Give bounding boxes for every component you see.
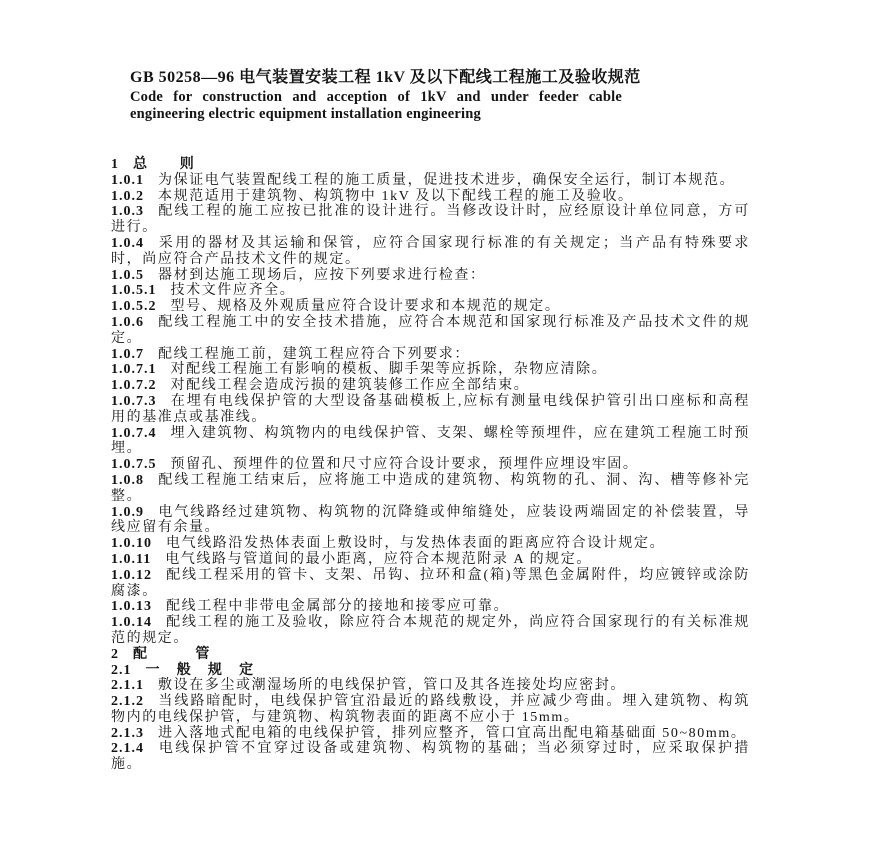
clause-paragraph [111,236,750,268]
clause-number: 1.0.7.3 [111,393,157,409]
heading-text: 一 般 规 定 [145,662,255,678]
clause-number: 1.0.2 [111,188,144,204]
clause-text: 型号、规格及外观质量应符合设计要求和本规范的规定。 [170,299,561,315]
clause-paragraph [111,173,750,189]
clause-text: 电气线路经过建筑物、构筑物的沉降缝或伸缩缝处，应装设两端固定的补偿装置，导线应留有余量。 [111,504,750,536]
clause-paragraph [111,283,750,299]
clause-paragraph [111,678,750,694]
clause-number: 1.0.7 [111,346,144,362]
clause-number: 1.0.5 [111,267,144,283]
clause-number: 1.0.3 [111,204,144,220]
clause-number: 1.0.5.1 [111,283,157,299]
heading-text: 总 则 [133,157,196,172]
clause-text: 敷设在多尘或潮湿场所的电线保护管，管口及其各连接处均应密封。 [158,678,626,694]
section-heading [111,663,750,679]
clause-text: 配线工程施工中的安全技术措施，应符合本规范和国家现行标准及产品技术文件的规定。 [111,314,750,346]
clause-number: 1.0.8 [111,472,144,488]
clause-text: 埋入建筑物、构筑物内的电线保护管、支架、螺栓等预埋件，应在建筑工程施工时预埋。 [111,425,750,457]
clause-paragraph [111,536,750,552]
clause-number: 1.0.7.1 [111,362,157,378]
section-heading [111,157,750,173]
clause-text: 技术文件应齐全。 [170,283,296,299]
clause-number: 1.0.9 [111,504,144,520]
clause-text: 进入落地式配电箱的电线保护管，排列应整齐，管口宜高出配电箱基础面 50~80mm。 [158,725,747,741]
clause-text: 配线工程施工前，建筑工程应符合下列要求： [158,346,470,362]
clause-number: 1 [111,157,119,172]
clause-number: 1.0.10 [111,536,152,552]
clause-paragraph [111,378,750,394]
clause-text: 在埋有电线保护管的大型设备基础模板上,应标有测量电线保护管引出口座标和高程用的基准点或基准线。 [111,393,750,425]
clause-number: 1.0.7.2 [111,378,157,394]
clause-text: 采用的器材及其运输和保管，应符合国家现行标准的有关规定；当产品有特殊要求时，尚应符合产品技术文件的规定。 [111,235,750,267]
clause-paragraph [111,204,750,236]
clause-paragraph [111,394,750,426]
clause-text: 对配线工程施工有影响的模板、脚手架等应拆除，杂物应清除。 [170,362,608,378]
clause-paragraph [111,615,750,647]
clause-paragraph [111,552,750,568]
clause-text: 当线路暗配时，电线保护管宜沿最近的路线敷设，并应减少弯曲。埋入建筑物、构筑物内的电线保护管，与建筑物、构筑物表面的距离不应小于 15mm。 [111,694,750,725]
clause-paragraph [111,315,750,347]
clause-paragraph [111,568,750,600]
clause-text: 器材到达施工现场后，应按下列要求进行检查： [158,267,486,283]
clause-paragraph [111,299,750,315]
clause-number: 1.0.6 [111,314,144,330]
clause-paragraph [111,726,750,742]
clause-text: 电气线路沿发热体表面上敷设时，与发热体表面的距离应符合设计规定。 [166,536,666,552]
clause-paragraph [111,694,750,726]
clause-text: 本规范适用于建筑物、构筑物中 1kV 及以下配线工程的施工及验收。 [158,188,634,204]
standard-title-en-line2: engineering electric equipment installation engineering [130,106,481,122]
clause-number: 2.1.2 [111,694,144,710]
clause-number: 2.1.1 [111,678,144,694]
standard-title-zh: GB 50258—96 电气装置安装工程 1kV 及以下配线工程施工及验收规范 [130,69,641,86]
clause-number: 1.0.12 [111,567,152,583]
heading-text: 配 管 [133,646,211,662]
clause-number: 1.0.5.2 [111,299,157,315]
clause-number: 1.0.4 [111,235,144,251]
clause-number: 2.1.3 [111,725,144,741]
clause-paragraph [111,347,750,363]
clause-paragraph [111,741,750,773]
clause-text: 配线工程的施工应按已批准的设计进行。当修改设计时，应经原设计单位同意，方可进行。 [111,204,750,236]
clause-number: 2 [111,646,119,662]
clause-number: 1.0.7.5 [111,457,157,473]
clause-number: 1.0.14 [111,615,152,631]
clause-text: 配线工程中非带电金属部分的接地和接零应可靠。 [166,599,510,615]
clause-paragraph [111,268,750,284]
clause-number: 1.0.13 [111,599,152,615]
clause-number: 2.1.4 [111,741,144,757]
clause-number: 1.0.1 [111,172,144,188]
standard-title-en-line1: Code for construction and acception of 1kV and under feeder cable [130,89,622,105]
clause-paragraph [111,457,750,473]
clause-paragraph [111,426,750,458]
clause-text: 配线工程的施工及验收，除应符合本规范的规定外，尚应符合国家现行的有关标准规范的规定。 [111,615,750,646]
clause-number: 1.0.11 [111,551,152,567]
clause-text: 配线工程采用的管卡、支架、吊钩、拉环和盒(箱)等黑色金属附件，均应镀锌或涂防腐漆。 [111,567,750,599]
clause-text: 为保证电气装置配线工程的施工质量，促进技术进步，确保安全运行，制订本规范。 [158,172,736,188]
clause-paragraph [111,189,750,205]
document-body [111,157,750,773]
clause-paragraph [111,473,750,505]
clause-paragraph [111,505,750,537]
clause-paragraph [111,599,750,615]
clause-text: 电线保护管不宜穿过设备或建筑物、构筑物的基础；当必须穿过时，应采取保护措施。 [111,741,750,773]
clause-text: 预留孔、预埋件的位置和尺寸应符合设计要求，预埋件应埋设牢固。 [170,457,639,473]
clause-paragraph [111,362,750,378]
clause-number: 2.1 [111,662,132,678]
document-title-block [130,68,641,123]
clause-text: 电气线路与管道间的最小距离，应符合本规范附录 A 的规定。 [165,551,592,567]
section-heading [111,647,750,663]
clause-text: 配线工程施工结束后，应将施工中造成的建筑物、构筑物的孔、洞、沟、槽等修补完整。 [111,472,750,504]
clause-text: 对配线工程会造成污损的建筑装修工作应全部结束。 [170,378,530,394]
clause-number: 1.0.7.4 [111,425,157,441]
